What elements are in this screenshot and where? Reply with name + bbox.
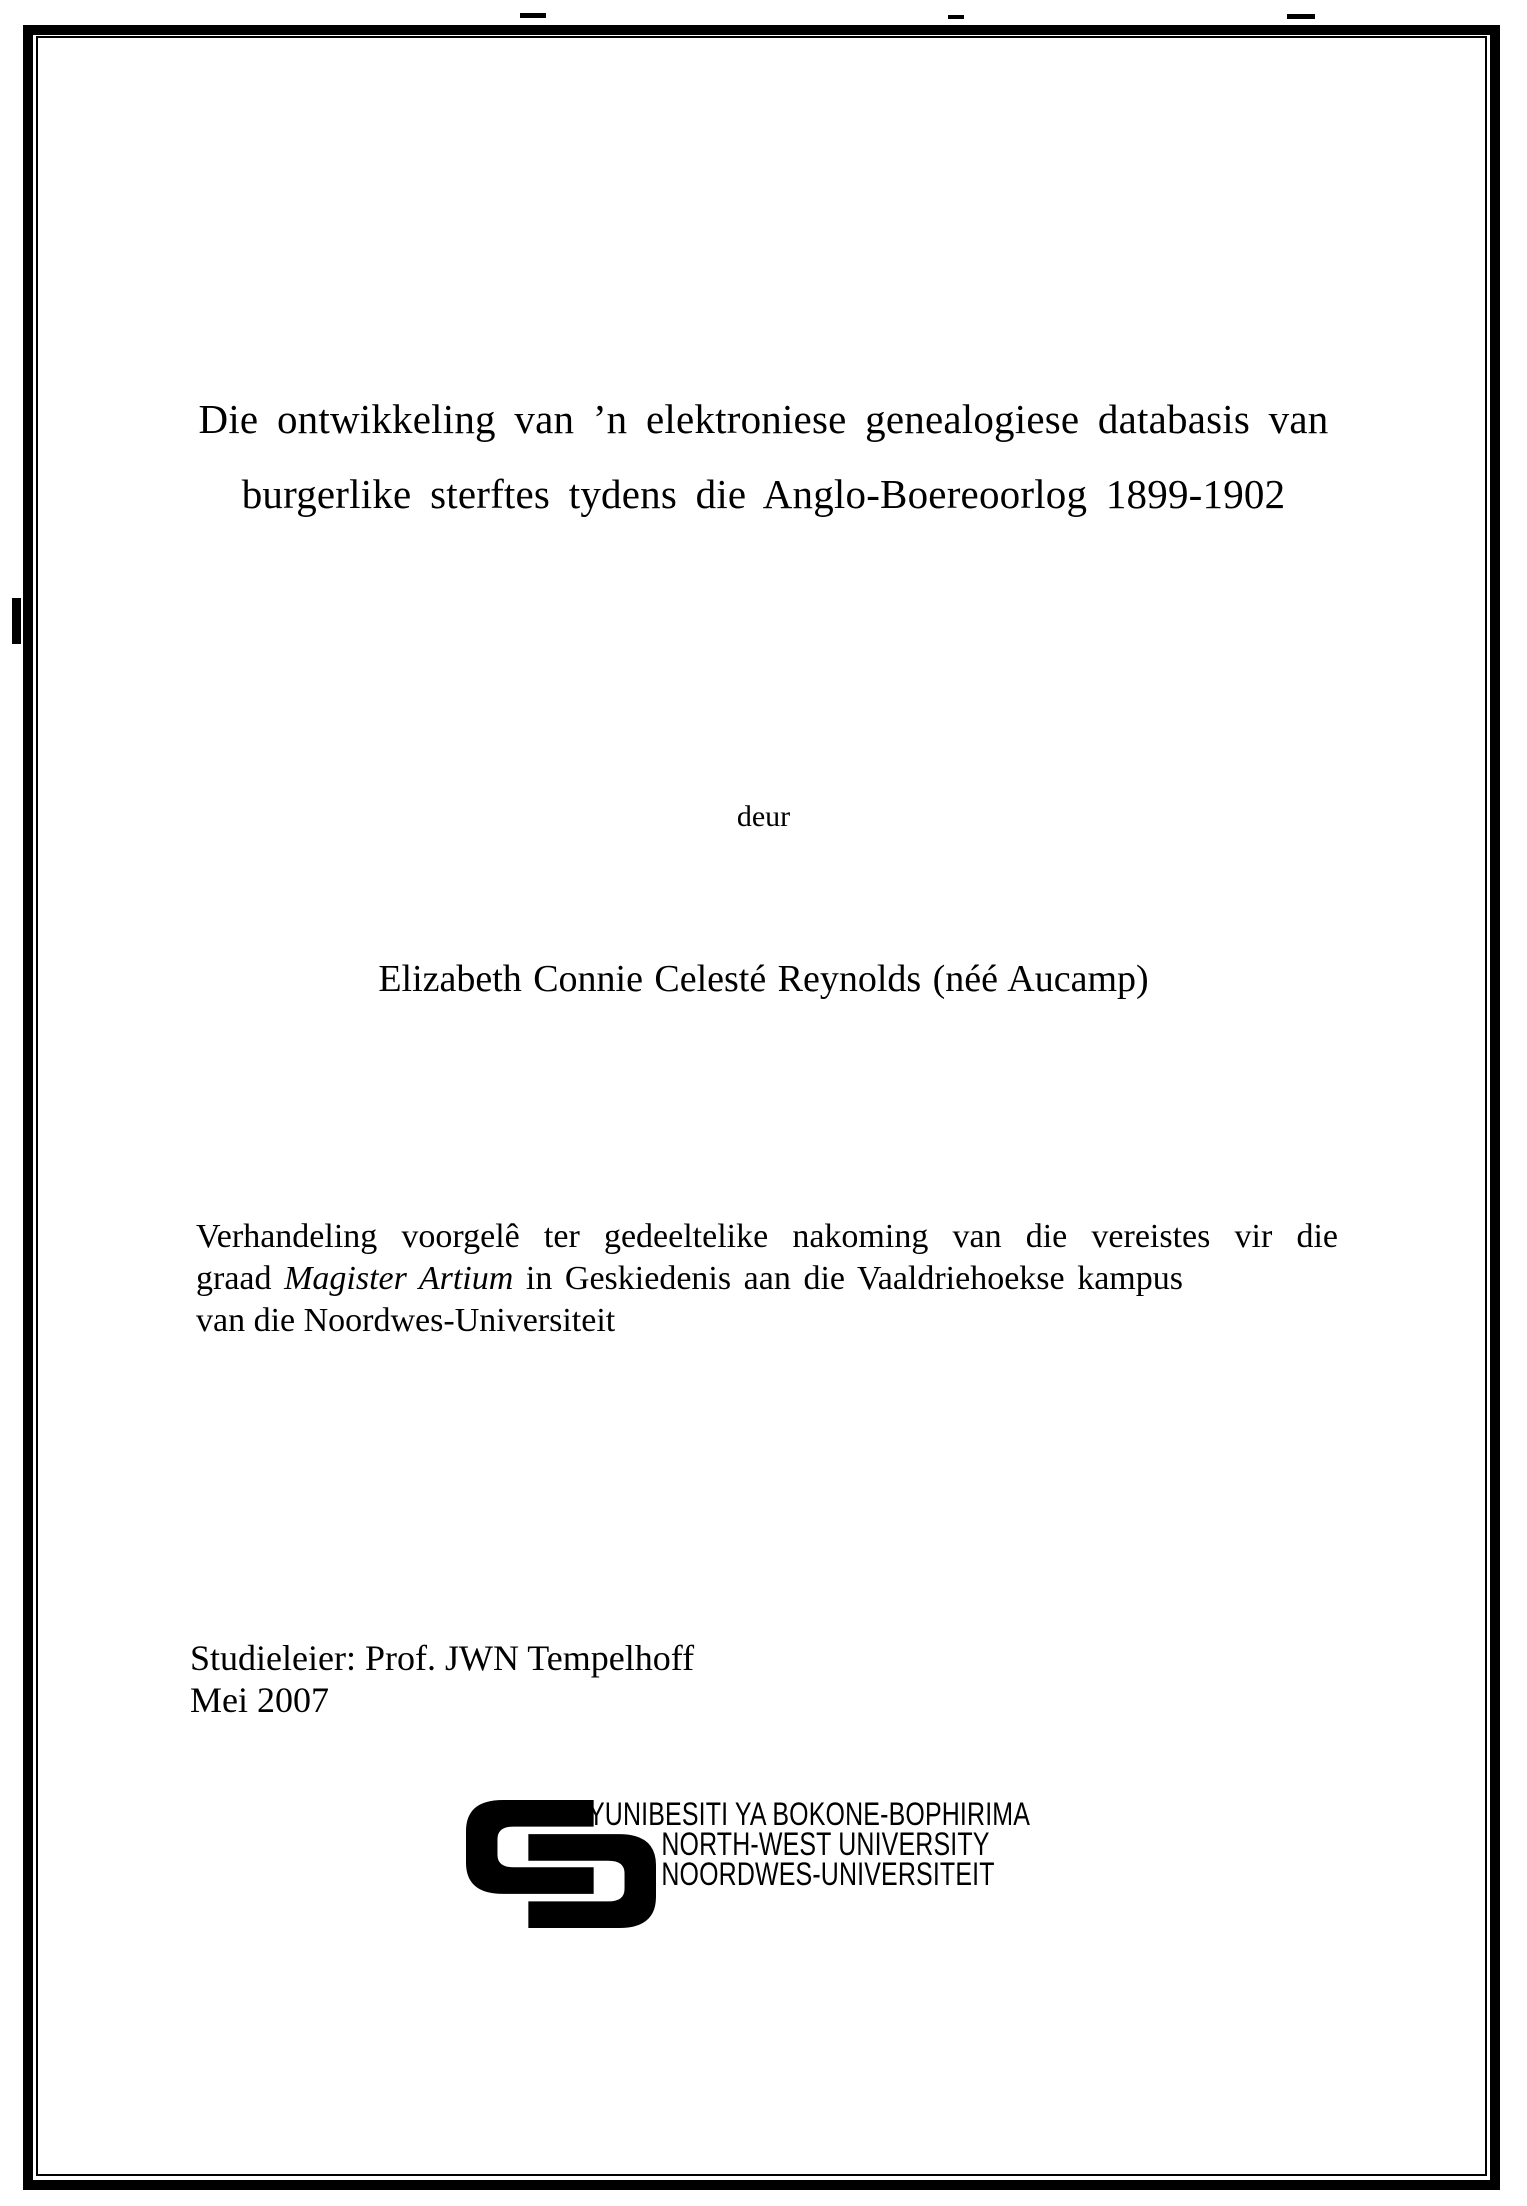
thesis-title-line-1: Die ontwikkeling van ’n elektroniese genealogiese databasis van bbox=[198, 396, 1329, 442]
degree-line2-prefix: graad bbox=[196, 1260, 272, 1297]
degree-name-italic: Magister Artium bbox=[284, 1260, 514, 1297]
thesis-title bbox=[70, 382, 1457, 532]
scan-speckle bbox=[520, 13, 546, 18]
degree-line2-suffix: in Geskiedenis aan die Vaaldriehoekse kampus bbox=[525, 1260, 1183, 1297]
degree-statement-line-3: van die Noordwes-Universiteit bbox=[196, 1302, 616, 1339]
scan-speckle bbox=[948, 15, 964, 19]
degree-statement-line-1: Verhandeling voorgelê ter gedeeltelike nakoming van die vereistes vir die bbox=[196, 1218, 1338, 1255]
degree-statement-line-2 bbox=[196, 1258, 1338, 1300]
scan-speckle bbox=[12, 598, 21, 644]
thesis-title-line-2: burgerlike sterftes tydens die Anglo-Boereoorlog 1899-1902 bbox=[241, 471, 1286, 517]
supervisor-and-date bbox=[190, 1637, 694, 1721]
university-name-setswana: YUNIBESITI YA BOKONE-BOPHIRIMA bbox=[588, 1796, 1031, 1832]
byline-preposition: deur bbox=[736, 800, 791, 833]
degree-statement bbox=[196, 1216, 1338, 1342]
university-name-block bbox=[588, 1796, 1031, 1892]
date-line: Mei 2007 bbox=[190, 1680, 329, 1720]
author-name: Elizabeth Connie Celesté Reynolds (néé Aucamp) bbox=[378, 958, 1149, 1000]
scan-speckle bbox=[1287, 14, 1315, 19]
university-name-english: NORTH-WEST UNIVERSITY bbox=[661, 1826, 990, 1862]
supervisor-line: Studieleier: Prof. JWN Tempelhoff bbox=[190, 1638, 695, 1678]
university-name-afrikaans: NOORDWES-UNIVERSITEIT bbox=[661, 1856, 995, 1892]
